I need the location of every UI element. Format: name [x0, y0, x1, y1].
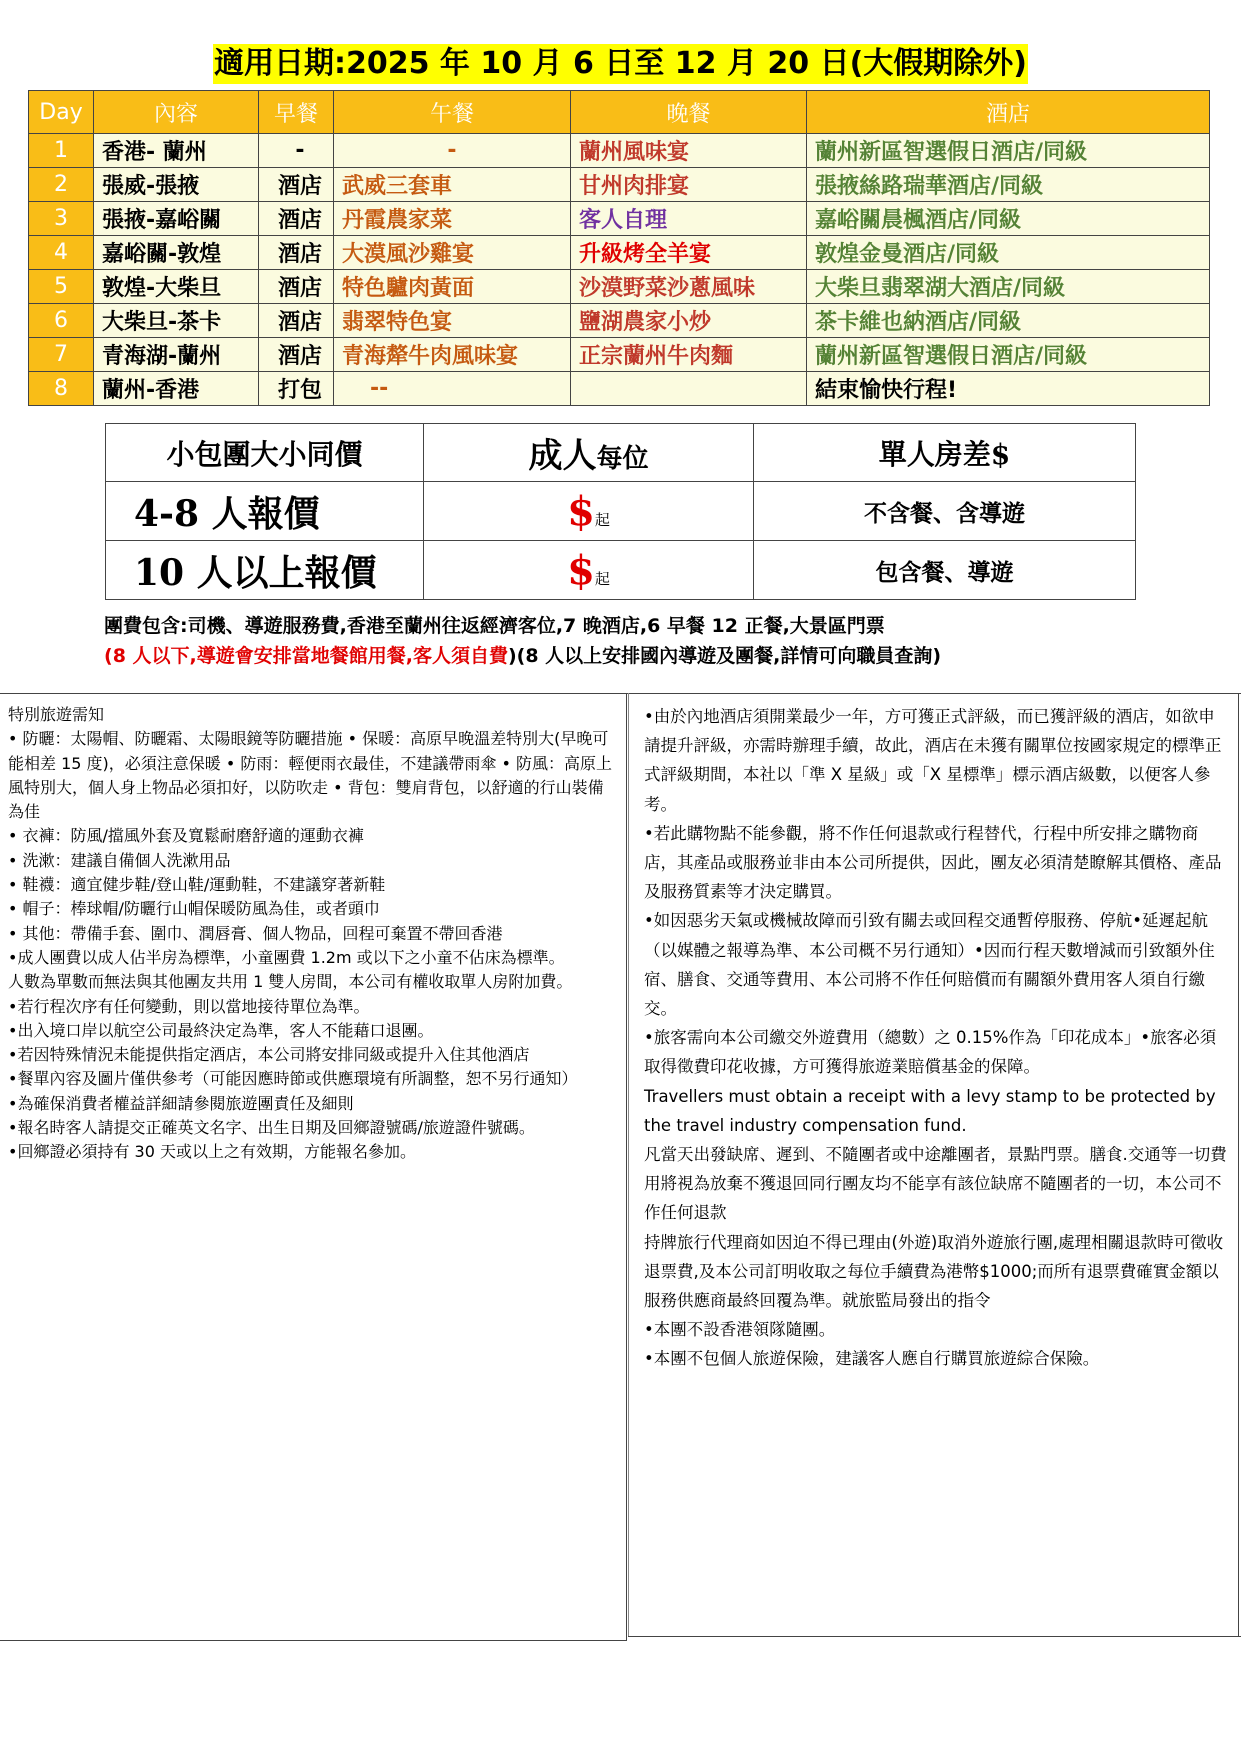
dinner: 正宗蘭州牛肉麵: [571, 338, 807, 372]
itinerary-header-row: [29, 91, 1210, 134]
notes-top-divider: [0, 693, 1241, 694]
header-day: Day: [29, 91, 94, 134]
lunch: --: [334, 372, 571, 406]
breakfast: 打包: [259, 372, 334, 406]
note-item: 凡當天出發缺席、遲到、不隨團者或中途離團者，景點門票。膳食.交通等一切費用將視為放棄不獲退回同行團友均不能享有該位缺席不隨團者的一切，本公司不作任何退款: [644, 1145, 1227, 1223]
hotel: 嘉峪關晨楓酒店/同級: [807, 202, 1210, 236]
price-header-group: 小包團大小同價: [106, 424, 424, 482]
day-number: 5: [29, 270, 94, 304]
price-row-note: 不含餐、含導遊: [754, 482, 1136, 541]
route: 青海湖-蘭州: [94, 338, 259, 372]
lunch: 大漠風沙雞宴: [334, 236, 571, 270]
dinner: 沙漠野菜沙蔥風味: [571, 270, 807, 304]
price-row-label: 4-8 人報價: [106, 482, 424, 541]
dinner: 客人自理: [571, 202, 807, 236]
table-row: [29, 304, 1210, 338]
price-header-single-supplement: 單人房差$: [754, 424, 1136, 482]
day-number: 8: [29, 372, 94, 406]
lunch: 特色驢肉黃面: [334, 270, 571, 304]
price-row-note: 包含餐、導遊: [754, 541, 1136, 600]
note-item: •成人團費以成人佔半房為標準，小童團費 1.2m 或以下之小童不佔床為標準。: [8, 947, 565, 967]
dinner: [571, 372, 807, 406]
hotel: 張掖絲路瑞華酒店/同級: [807, 168, 1210, 202]
notes-right-edge: [1238, 693, 1239, 1636]
table-row: [29, 202, 1210, 236]
inclusions-line-1: 團費包含:司機、導遊服務費,香港至蘭州往返經濟客位,7 晚酒店,6 早餐 12 正餐,大景區門票: [104, 615, 885, 637]
from-suffix: 起: [594, 510, 610, 529]
note-item: •若此購物點不能參觀，將不作任何退款或行程替代，行程中所安排之購物商店，其產品或服務並非由本公司所提供，因此，團友必須清楚瞭解其價格、產品及服務質素等才決定購買。: [644, 823, 1222, 902]
route: 蘭州-香港: [94, 372, 259, 406]
note-item: •由於內地酒店須開業最少一年，方可獲正式評級，而已獲評級的酒店，如欲申請提升評級，亦需時辦理手續，故此，酒店在未獲有關單位按國家規定的標準正式評級期間，本社以「準 X 星級」或「X 星標準」標示酒店級數，以便客人參考。: [644, 707, 1222, 814]
breakfast: 酒店: [259, 236, 334, 270]
day-number: 4: [29, 236, 94, 270]
table-row: [29, 168, 1210, 202]
breakfast: 酒店: [259, 168, 334, 202]
price-table: [105, 423, 1136, 600]
note-item: 持牌旅行代理商如因迫不得已理由(外遊)取消外遊旅行團,處理相關退款時可徵收退票費,及本公司訂明收取之每位手續費為港幣$1000;而所有退票費確實金額以服務供應商最終回覆為準。就旅監局發出的指令: [644, 1232, 1224, 1311]
note-item: • 洗漱：建議自備個人洗漱用品: [8, 850, 231, 870]
header-lunch: 午餐: [334, 91, 571, 134]
hotel: 蘭州新區智選假日酒店/同級: [807, 338, 1210, 372]
price-row: [106, 482, 1136, 541]
note-item: • 其他：帶備手套、圍巾、潤唇膏、個人物品，回程可棄置不帶回香港: [8, 923, 503, 943]
special-notes-right: [644, 702, 1229, 1374]
note-item: • 衣褲：防風/擋風外套及寬鬆耐磨舒適的運動衣褲: [8, 826, 364, 846]
note-item: •若因特殊情況未能提供指定酒店，本公司將安排同級或提升入住其他酒店: [8, 1045, 530, 1065]
route: 大柴旦-茶卡: [94, 304, 259, 338]
table-row: [29, 270, 1210, 304]
note-item: •如因惡劣天氣或機械故障而引致有關去或回程交通暫停服務、停航•延遲起航（以媒體之報導為準、本公司概不另行通知）•因而行程天數增減而引致額外住宿、膳食、交通等費用、本公司將不作任何賠償而有關額外費用客人須自行繳交。: [644, 911, 1215, 1019]
notes-heading: 特別旅遊需知: [8, 705, 105, 724]
dinner: 鹽湖農家小炒: [571, 304, 807, 338]
hotel: 敦煌金曼酒店/同級: [807, 236, 1210, 270]
hotel: 大柴旦翡翠湖大酒店/同級: [807, 270, 1210, 304]
dollar-sign: $: [567, 546, 595, 594]
route: 張威-張掖: [94, 168, 259, 202]
per-person-label: 每位: [596, 444, 649, 474]
header-dinner: 晚餐: [571, 91, 807, 134]
dinner: 升級烤全羊宴: [571, 236, 807, 270]
breakfast: 酒店: [259, 304, 334, 338]
dollar-sign: $: [567, 487, 595, 535]
price-header-row: [106, 424, 1136, 482]
lunch: 丹霞農家菜: [334, 202, 571, 236]
price-row-label: 10 人以上報價: [106, 541, 424, 600]
lunch: -: [334, 134, 571, 168]
day-number: 1: [29, 134, 94, 168]
table-row: [29, 236, 1210, 270]
table-row: [29, 372, 1210, 406]
header-breakfast: 早餐: [259, 91, 334, 134]
notes-right-bottom-divider: [628, 1636, 1241, 1637]
price-row-amount: [424, 541, 754, 600]
day-number: 6: [29, 304, 94, 338]
note-item: •出入境口岸以航空公司最終決定為準，客人不能藉口退團。: [8, 1020, 434, 1040]
header-hotel: 酒店: [807, 91, 1210, 134]
table-row: [29, 338, 1210, 372]
note-item-english: Travellers must obtain a receipt with a levy stamp to be protected by the travel industry compensation fund.: [644, 1086, 1216, 1135]
hotel: 蘭州新區智選假日酒店/同級: [807, 134, 1210, 168]
header-content: 內容: [94, 91, 259, 134]
from-suffix: 起: [594, 569, 610, 588]
note-item: • 帽子：棒球帽/防曬行山帽保暖防風為佳，或者頭巾: [8, 899, 380, 919]
notes-left-bottom-divider: [0, 1640, 627, 1641]
notes-right-vertical: [628, 693, 629, 1636]
note-item: 人數為單數而無法與其他團友共用 1 雙人房間，本公司有權收取單人房附加費。: [8, 972, 573, 992]
inclusions-warning: 8 人以下,導遊會安排當地餐館用餐,客人須自費: [112, 645, 508, 667]
price-row-amount: [424, 482, 754, 541]
inclusions-line-2: [104, 641, 941, 671]
validity-title: 適用日期:2025 年 10 月 6 日至 12 月 20 日(大假期除外): [213, 44, 1028, 84]
hotel: 茶卡維也納酒店/同級: [807, 304, 1210, 338]
note-item: •本團不包個人旅遊保險，建議客人應自行購買旅遊綜合保險。: [644, 1349, 1100, 1369]
day-number: 2: [29, 168, 94, 202]
note-item: •若行程次序有任何變動，則以當地接待單位為準。: [8, 996, 370, 1016]
lunch: 翡翠特色宴: [334, 304, 571, 338]
lunch: 青海犛牛肉風味宴: [334, 338, 571, 372]
paren-open: (: [104, 645, 113, 667]
note-item: •餐單內容及圖片僅供參考（可能因應時節或供應環境有所調整，恕不另行通知）: [8, 1069, 578, 1089]
note-item: •報名時客人請提交正確英文名字、出生日期及回鄉證號碼/旅遊證件號碼。: [8, 1118, 535, 1138]
table-row: [29, 134, 1210, 168]
price-row: [106, 541, 1136, 600]
itinerary-table: [28, 90, 1210, 406]
breakfast: 酒店: [259, 202, 334, 236]
breakfast: -: [259, 134, 334, 168]
route: 張掖-嘉峪關: [94, 202, 259, 236]
inclusions-note: )(8 人以上安排國內導遊及團餐,詳情可向職員查詢): [507, 645, 942, 667]
dinner: 蘭州風味宴: [571, 134, 807, 168]
note-item: •為確保消費者權益詳細請參閱旅遊團責任及細則: [8, 1093, 354, 1113]
notes-left-right-divider: [626, 693, 627, 1640]
day-number: 3: [29, 202, 94, 236]
route: 敦煌-大柴旦: [94, 270, 259, 304]
inclusions: [104, 611, 941, 671]
day-number: 7: [29, 338, 94, 372]
adult-label: 成人: [528, 436, 597, 476]
breakfast: 酒店: [259, 338, 334, 372]
note-item: •旅客需向本公司繳交外遊費用（總數）之 0.15%作為「印花成本」•旅客必須取得徵費印花收據，方可獲得旅遊業賠償基金的保障。: [644, 1028, 1217, 1077]
note-item: •本團不設香港領隊隨團。: [644, 1320, 836, 1340]
dinner: 甘州肉排宴: [571, 168, 807, 202]
price-header-adult: [424, 424, 754, 482]
special-notes-left: [8, 703, 616, 1165]
note-item: •回鄉證必須持有 30 天或以上之有效期，方能報名參加。: [8, 1142, 416, 1162]
note-item: • 防曬：太陽帽、防曬霜、太陽眼鏡等防曬措施 • 保暖：高原早晚溫差特別大(早晚可能相差 15 度)，必須注意保暖 • 防雨：輕便雨衣最佳，不建議帶雨傘 • 防風：高原上風特別大，個人身上物品必須扣好，以防吹走 • 背包：雙肩背包，以舒適的行山裝備為佳: [8, 729, 612, 822]
route: 嘉峪關-敦煌: [94, 236, 259, 270]
lunch: 武威三套車: [334, 168, 571, 202]
hotel: 結束愉快行程!: [807, 372, 1210, 406]
note-item: • 鞋襪：適宜健步鞋/登山鞋/運動鞋，不建議穿著新鞋: [8, 875, 386, 895]
route: 香港- 蘭州: [94, 134, 259, 168]
breakfast: 酒店: [259, 270, 334, 304]
